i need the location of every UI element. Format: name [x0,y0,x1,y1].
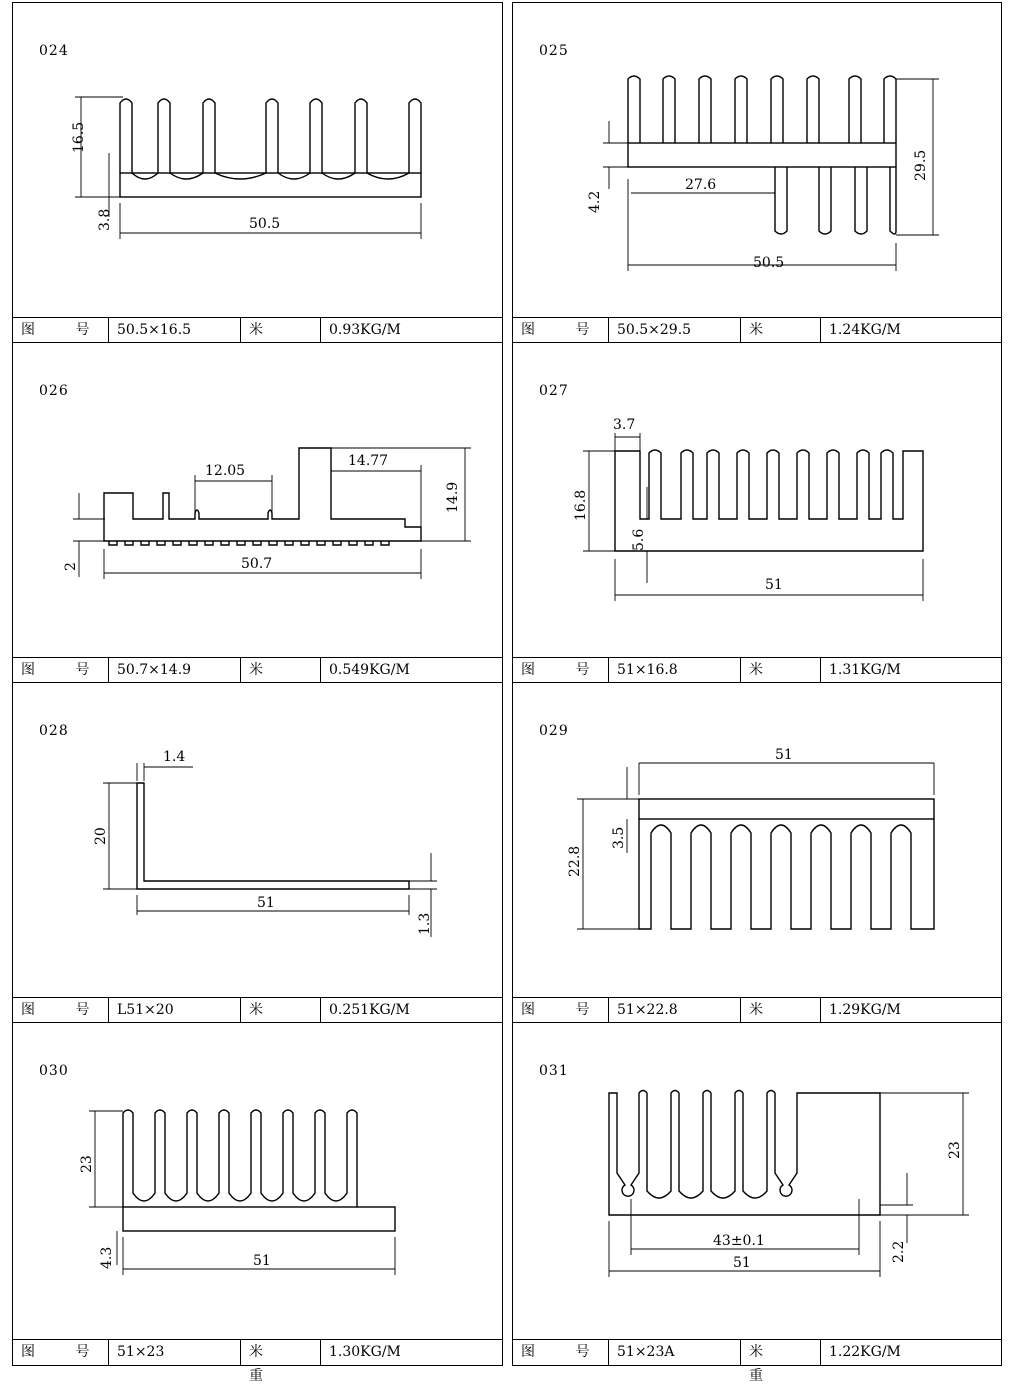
dim-width: 50.7 [241,556,273,572]
model-label: 图 号 [513,318,609,343]
dim-width: 51 [765,577,783,593]
panel-027 [512,342,1002,684]
dim-height: 22.8 [567,845,583,877]
dim-base: 4.3 [99,1246,115,1269]
dim-gap: 12.05 [205,463,246,479]
weight-label: 米 [241,318,321,343]
model-value: 51×22.8 [609,998,741,1023]
dim-thickness-1: 1.4 [163,749,186,765]
model-label: 图 号 [513,658,609,683]
spec-footer [13,657,502,683]
dim-width: 50.5 [753,255,785,271]
model-value: 51×23 [109,1340,241,1365]
weight-label: 米 重 [241,1340,321,1365]
profile-drawing-024 [13,3,504,319]
dim-base: 5.6 [631,528,647,551]
weight-label: 米 [741,658,821,683]
dim-width: 51 [257,895,275,911]
dim-mid: 27.6 [685,177,717,193]
model-label: 图 号 [13,998,109,1023]
profile-drawing-030 [13,1023,504,1341]
dim-height: 29.5 [913,149,929,181]
profile-code: 030 [39,1063,69,1079]
panel-024 [12,2,503,344]
panel-025 [512,2,1002,344]
model-label: 图 号 [13,658,109,683]
profile-drawing-029 [513,683,1003,999]
profile-drawing-026 [13,343,504,659]
profile-code: 029 [539,723,569,739]
dim-height: 16.8 [573,489,589,521]
profile-outline [615,450,923,551]
dim-height: 23 [947,1141,963,1159]
spec-footer [513,1339,1001,1384]
dim-width: 51 [733,1255,751,1271]
fins [123,1110,357,1207]
profile-code: 028 [39,723,69,739]
dim-width: 50.5 [249,216,281,232]
dim-base: 3.5 [611,826,627,849]
model-value: 51×23A [609,1340,741,1365]
dim-base: 3.8 [97,208,113,231]
profile-drawing-028 [13,683,504,999]
spec-footer [13,997,502,1023]
dim-right: 14.77 [348,453,389,469]
spec-footer [13,1339,502,1384]
profile-drawing-031 [513,1023,1003,1341]
weight-label: 米 [741,318,821,343]
base-plate [628,143,896,167]
dim-width: 51 [253,1253,271,1269]
model-label: 图 号 [513,998,609,1023]
panel-029 [512,682,1002,1024]
profile-drawing-027 [513,343,1003,659]
dim-width: 51 [775,747,793,763]
dim-thickness-2: 1.3 [417,912,433,935]
spec-footer [513,997,1001,1023]
weight-value: 1.24KG/M [829,322,901,338]
profile-code: 026 [39,383,69,399]
dim-height: 20 [93,827,109,845]
profile-code: 025 [539,43,569,59]
model-label: 图 号 [13,1340,109,1365]
profile-code: 024 [39,43,69,59]
dim-height: 16.5 [71,121,87,153]
profile-outline [137,783,409,889]
weight-label: 米 [241,658,321,683]
model-value: L51×20 [109,998,241,1023]
weight-value: 1.31KG/M [829,662,901,678]
profile-drawing-025 [513,3,1003,319]
dim-height: 23 [79,1155,95,1173]
dim-wall: 3.7 [613,417,636,433]
model-label: 图 号 [13,318,109,343]
dim-base: 4.2 [587,190,603,213]
weight-value: 0.549KG/M [329,662,410,678]
weight-value: 0.251KG/M [329,1002,410,1018]
panel-030 [12,1022,503,1384]
base-plate [639,799,934,819]
model-value: 51×16.8 [609,658,741,683]
weight-value: 0.93KG/M [329,322,401,338]
fins [639,819,934,929]
model-value: 50.7×14.9 [109,658,241,683]
dim-slot: 43±0.1 [713,1233,765,1249]
base-plate [123,1207,395,1231]
weight-label: 米 [741,998,821,1023]
profile-outline [104,448,421,541]
profile-code: 027 [539,383,569,399]
panel-026 [12,342,503,684]
model-label: 图 号 [513,1340,609,1365]
weight-value: 1.22KG/M [829,1344,901,1360]
profile-code: 031 [539,1063,569,1079]
panel-028 [12,682,503,1024]
fins [120,99,421,179]
weight-value: 1.29KG/M [829,1002,901,1018]
dim-height: 14.9 [445,481,461,513]
weight-label: 米 重 [741,1340,821,1365]
profile-outline [609,1091,880,1216]
weight-value: 1.30KG/M [329,1344,401,1360]
spec-footer [513,317,1001,343]
spec-footer [513,657,1001,683]
panel-031 [512,1022,1002,1384]
dim-base: 2.2 [891,1240,907,1263]
dim-base: 2 [63,562,79,571]
model-value: 50.5×16.5 [109,318,241,343]
spec-footer [13,317,502,343]
model-value: 50.5×29.5 [609,318,741,343]
fins [628,76,896,234]
weight-label: 米 [241,998,321,1023]
